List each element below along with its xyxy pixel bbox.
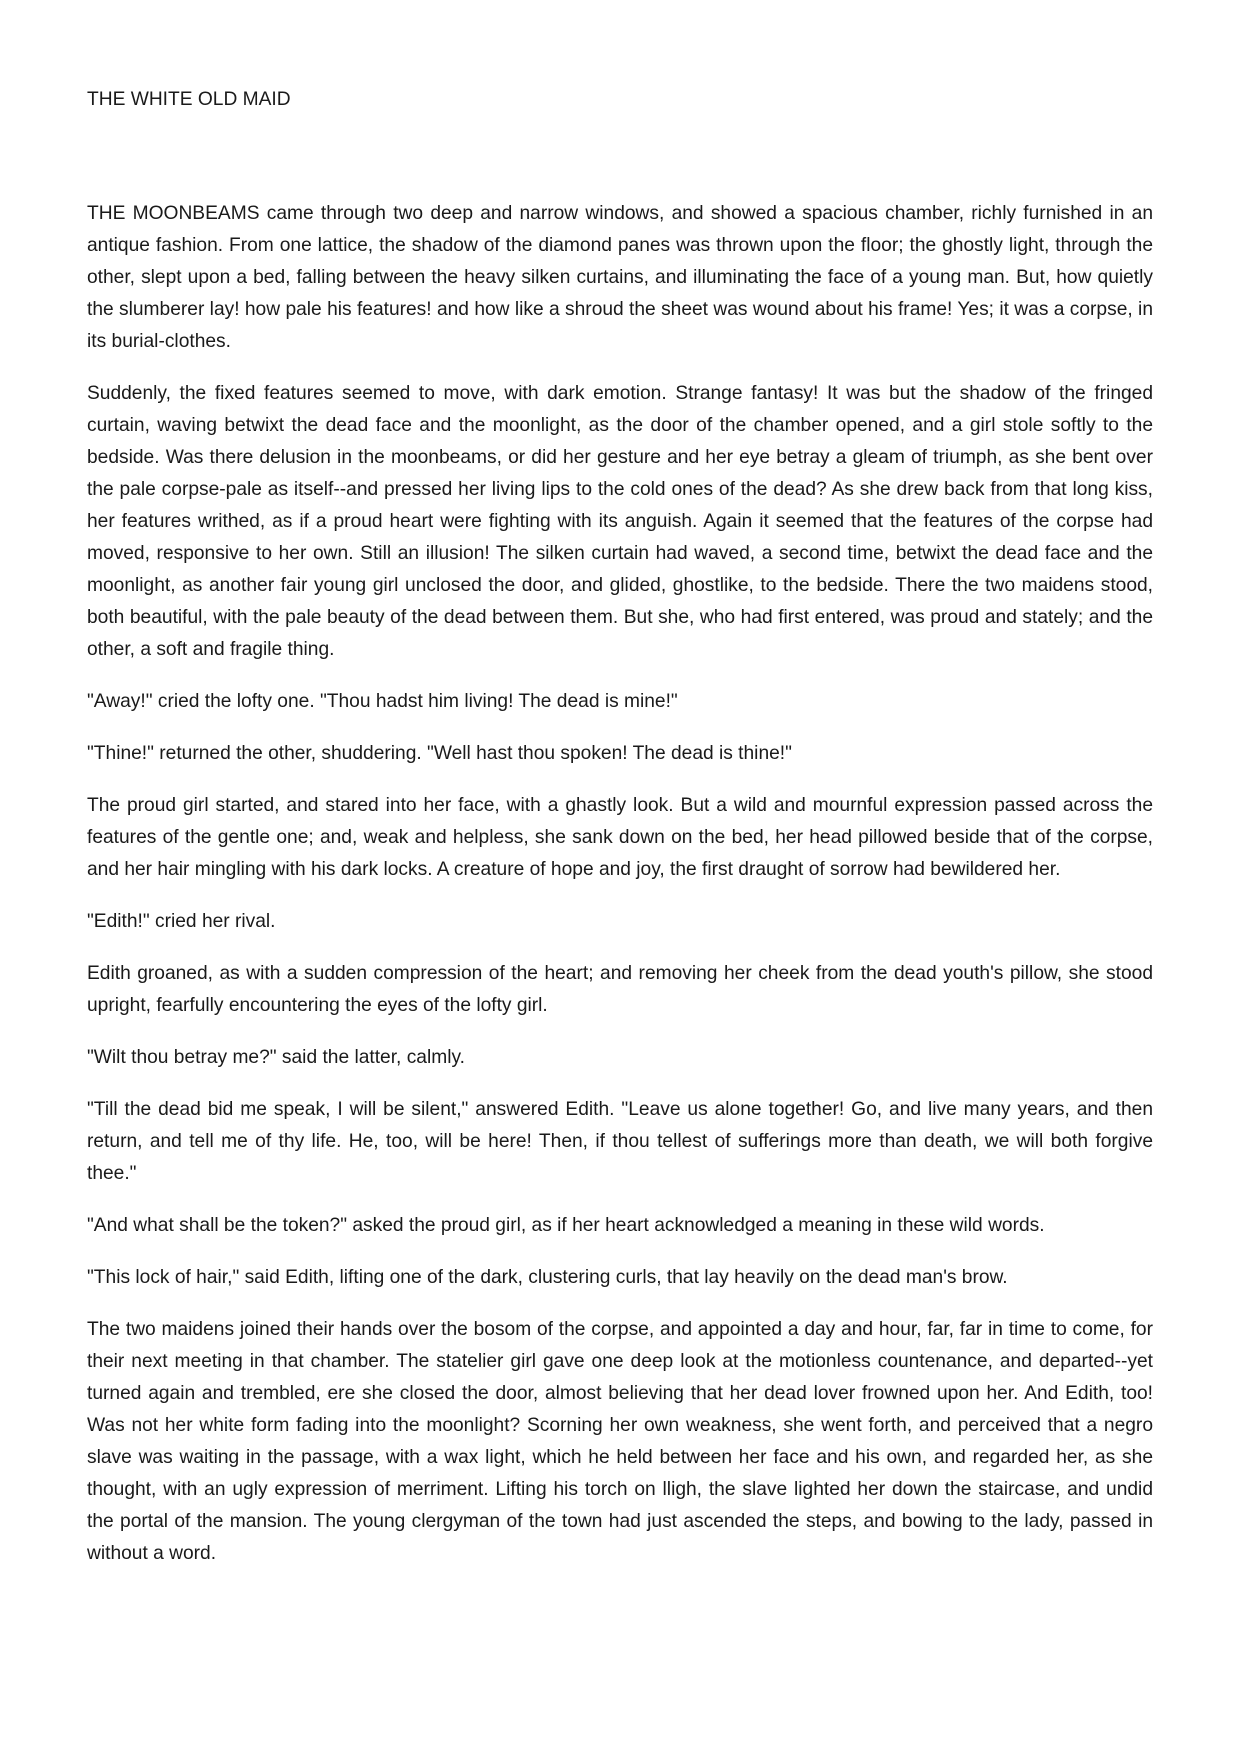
- paragraph-10: "And what shall be the token?" asked the proud girl, as if her heart acknowledged a meaning in these wild words.: [87, 1215, 1045, 1236]
- paragraph-1: THE MOONBEAMS came through two deep and narrow windows, and showed a spacious chamber, richly furnished in an antique fashion. From one lattice, the shadow of the diamond panes was thrown upon the floor; the ghostly light, through the other, slept upon a bed, falling between the heavy silken curtains, and illuminating the face of a young man. But, how quietly the slumberer lay! how pale his features! and how like a shroud the sheet was wound about his frame! Yes; it was a corpse, in its burial-clothes.: [87, 203, 1153, 352]
- paragraph-9: "Till the dead bid me speak, I will be silent," answered Edith. "Leave us alone together! Go, and live many years, and then return, and tell me of thy life. He, too, will be here! Then, if thou tellest of sufferings more than death, we will both forgive thee.": [87, 1099, 1153, 1184]
- paragraph-2: Suddenly, the fixed features seemed to move, with dark emotion. Strange fantasy! It was but the shadow of the fringed curtain, waving betwixt the dead face and the moonlight, as the door of the chamber opened, and a girl stole softly to the bedside. Was there delusion in the moonbeams, or did her gesture and her eye betray a gleam of triumph, as she bent over the pale corpse-pale as itself--and pressed her living lips to the cold ones of the dead? As she drew back from that long kiss, her features writhed, as if a proud heart were fighting with its anguish. Again it seemed that the features of the corpse had moved, responsive to her own. Still an illusion! The silken curtain had waved, a second time, betwixt the dead face and the moonlight, as another fair young girl unclosed the door, and glided, ghostlike, to the bedside. There the two maidens stood, both beautiful, with the pale beauty of the dead between them. But she, who had first entered, was proud and stately; and the other, a soft and fragile thing.: [87, 383, 1153, 660]
- paragraph-7: Edith groaned, as with a sudden compression of the heart; and removing her cheek from the dead youth's pillow, she stood upright, fearfully encountering the eyes of the lofty girl.: [87, 963, 1153, 1016]
- paragraph-3: "Away!" cried the lofty one. "Thou hadst him living! The dead is mine!": [87, 691, 678, 712]
- paragraph-12: The two maidens joined their hands over the bosom of the corpse, and appointed a day and hour, far, far in time to come, for their next meeting in that chamber. The statelier girl gave one deep look at the motionless countenance, and departed--yet turned again and trembled, ere she closed the door, almost believing that her dead lover frowned upon her. And Edith, too! Was not her white form fading into the moonlight? Scorning her own weakness, she went forth, and perceived that a negro slave was waiting in the passage, with a wax light, which he held between her face and his own, and regarded her, as she thought, with an ugly expression of merriment. Lifting his torch on lligh, the slave lighted her down the staircase, and undid the portal of the mansion. The young clergyman of the town had just ascended the steps, and bowing to the lady, passed in without a word.: [87, 1319, 1153, 1564]
- paragraph-11: "This lock of hair," said Edith, lifting one of the dark, clustering curls, that lay heavily on the dead man's brow.: [87, 1267, 1008, 1288]
- paragraph-4: "Thine!" returned the other, shuddering. "Well hast thou spoken! The dead is thine!": [87, 743, 792, 764]
- paragraph-6: "Edith!" cried her rival.: [87, 911, 276, 932]
- paragraph-8: "Wilt thou betray me?" said the latter, calmly.: [87, 1047, 465, 1068]
- document-title: THE WHITE OLD MAID: [87, 89, 291, 110]
- paragraph-5: The proud girl started, and stared into her face, with a ghastly look. But a wild and mournful expression passed across the features of the gentle one; and, weak and helpless, she sank down on the bed, her head pillowed beside that of the corpse, and her hair mingling with his dark locks. A creature of hope and joy, the first draught of sorrow had bewildered her.: [87, 795, 1153, 880]
- document-page: [87, 84, 1153, 1590]
